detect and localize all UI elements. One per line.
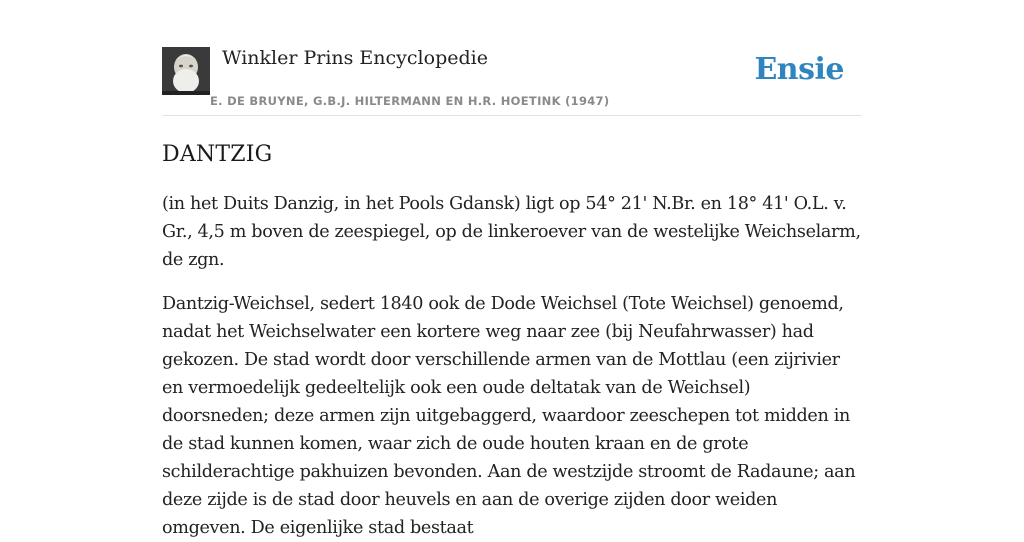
article (162, 138, 862, 542)
author-avatar[interactable] (162, 47, 210, 95)
brand-logo[interactable]: Ensie (754, 52, 844, 87)
portrait-image (162, 47, 210, 95)
article-paragraph: (in het Duits Danzig, in het Pools Gdansk) ligt op 54° 21' N.Br. en 18° 41' O.L. v. Gr., 4,5 m boven de zeespiegel, op de linkeroever van de westelijke Weichselarm, de zgn. (162, 194, 861, 270)
article-title: DANTZIG (162, 142, 273, 167)
source-header (162, 46, 862, 116)
source-title[interactable]: Winkler Prins Encyclopedie (222, 47, 488, 69)
source-authors: E. DE BRUYNE, G.B.J. HILTERMANN EN H.R. HOETINK (1947) (210, 94, 610, 108)
article-paragraph: Dantzig-Weichsel, sedert 1840 ook de Dode Weichsel (Tote Weichsel) genoemd, nadat het Weichselwater een kortere weg naar zee (bij Neufahrwasser) had gekozen. De stad wordt door verschillende armen van de Mottlau (een zijrivier en vermoedelijk gedeeltelijk ook een oude deltatak van de Weichsel) doorsneden; deze armen zijn uitgebaggerd, waardoor zeeschepen tot midden in de stad kunnen komen, waar zich de oude houten kraan en de grote schilderachtige pakhuizen bevonden. Aan de westzijde stroomt de Radaune; aan deze zijde is de stad door heuvels en aan de overige zijden door weiden omgeven. De eigenlijke stad bestaat (162, 294, 856, 538)
